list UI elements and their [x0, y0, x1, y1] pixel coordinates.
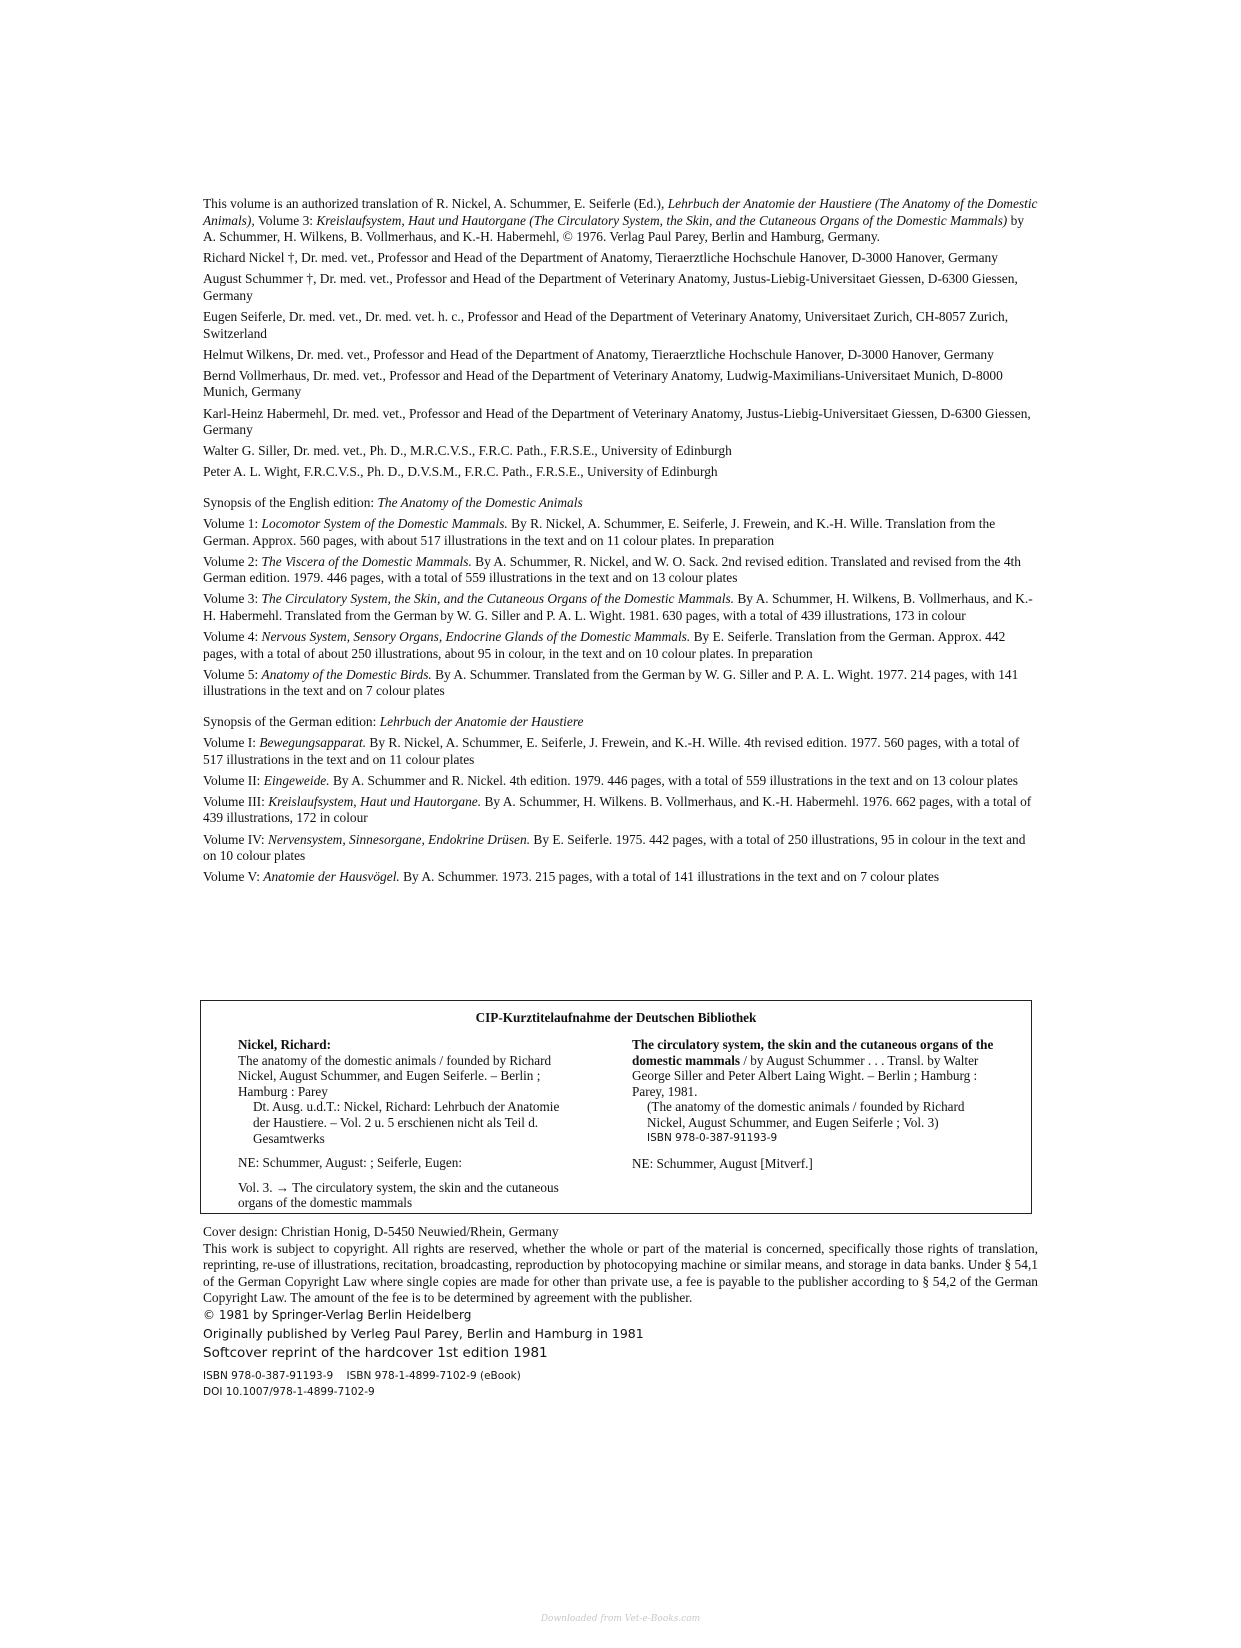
cip-right-title: The circulatory system, the skin and the cutaneous organs of the domestic mammals [632, 1037, 994, 1068]
volume-text: By A. Schummer. 1973. 215 pages, with a total of 141 illustrations in the text and on 7 colour plates [403, 869, 940, 885]
author-entry: Peter A. L. Wight, F.R.C.V.S., Ph. D., D.V.S.M., F.R.C. Path., F.R.S.E., University of Edinburgh [203, 464, 718, 480]
intro-volume: Volume 3: [257, 212, 313, 228]
cip-record-box [200, 1000, 1032, 1214]
volume-title: Eingeweide. [263, 772, 330, 788]
volume-title: The Viscera of the Domestic Mammals. [261, 553, 472, 569]
cover-design: Cover design: Christian Honig, D-5450 Neuwied/Rhein, Germany [203, 1224, 559, 1239]
cip-left-vol: Vol. 3. → The circulatory system, the skin and the cutaneous organs of the domestic mammals [238, 1179, 559, 1211]
cip-left-author: Nickel, Richard: [238, 1037, 332, 1052]
volume-label: Volume 2: [203, 553, 259, 569]
english-volume-entry [203, 591, 1038, 624]
copyright-line: © 1981 by Springer-Verlag Berlin Heidelberg [203, 1307, 472, 1322]
volume-title: Anatomie der Hausvögel. [263, 869, 400, 885]
volume-title: Locomotor System of the Domestic Mammals. [261, 516, 508, 531]
cip-left-note: Dt. Ausg. u.d.T.: Nickel, Richard: Lehrbuch der Anatomie der Haustiere. – Vol. 2 u. 5 erschienen nicht als Teil d. Gesamtwerks [253, 1099, 560, 1146]
intro-paragraph [203, 196, 1038, 246]
volume-text: By A. Schummer, H. Wilkens, B. Vollmerhaus, and K.-H. Habermehl. Translated from the German by W. G. Siller and P. A. L. Wight. 1981. 630 pages, with a total of 439 illustrations, 173 in colour [203, 591, 1033, 623]
cip-right-main: / by August Schummer . . . Transl. by Walter George Siller and Peter Albert Laing Wight. – Berlin ; Hamburg : Parey, 1981. [632, 1052, 979, 1099]
intro-end: by A. Schummer, H. Wilkens, B. Vollmerhaus, and K.-H. Habermehl, © 1976. Verlag Paul Parey, Berlin and Hamburg, Germany. [203, 212, 1025, 245]
volume-label: Volume 1: [203, 516, 259, 531]
volume-text: By A. Schummer, H. Wilkens. B. Vollmerhaus, and K.-H. Habermehl. 1976. 662 pages, with a total of 439 illustrations, 172 in colour [203, 793, 1032, 826]
cip-right-entry [632, 1037, 1002, 1099]
volume-text: By R. Nickel, A. Schummer, E. Seiferle, J. Frewein, and K.-H. Wille. 4th revised edition. 1977. 560 pages, with a total of 517 illustrations in the text and on 11 colour plates [203, 735, 1020, 767]
volume-label: Volume V: [203, 869, 260, 885]
volume-title: Nervensystem, Sinnesorgane, Endokrine Drüsen. [267, 831, 531, 847]
german-volume-entry [203, 869, 1038, 886]
volume-label: Volume I: [203, 735, 256, 751]
author-entry: Walter G. Siller, Dr. med. vet., Ph. D., M.R.C.V.S., F.R.C. Path., F.R.S.E., University of Edinburgh [203, 443, 732, 459]
author-entry: Bernd Vollmerhaus, Dr. med. vet., Professor and Head of the Department of Veterinary Anatomy, Ludwig-Maximilians-Universitaet Munich, D-8000 Munich, Germany [203, 367, 1003, 400]
volume-label: Volume IV: [203, 831, 265, 847]
cip-right-series: (The anatomy of the domestic animals / founded by Richard Nickel, August Schummer, and Eugen Seiferle ; Vol. 3) [647, 1099, 965, 1130]
german-volume-entry [203, 735, 1038, 768]
volume-text: By E. Seiferle. 1975. 442 pages, with a total of 250 illustrations, 95 in colour in the text and on 10 colour plates [203, 831, 1026, 864]
author-entry: Eugen Seiferle, Dr. med. vet., Dr. med. vet. h. c., Professor and Head of the Department of Veterinary Anatomy, Universitaet Zurich, CH-8057 Zurich, Switzerland [203, 309, 1009, 341]
volume-label: Volume 5: [203, 666, 259, 682]
volume-label: Volume 4: [203, 629, 259, 645]
cip-right-isbn: ISBN 978-0-387-91193-9 [647, 1131, 778, 1144]
heading-label: Synopsis of the English edition: [203, 494, 375, 510]
english-volume-entry [203, 629, 1038, 662]
cip-title: CIP-Kurztitelaufnahme der Deutschen Bibliothek [475, 1010, 757, 1025]
watermark: Downloaded from Vet-e-Books.com [540, 1614, 701, 1624]
cip-right-column [632, 1037, 1002, 1172]
volume-text: By R. Nickel, A. Schummer, E. Seiferle, J. Frewein, and K.-H. Wille. Translation from the German. Approx. 560 pages, with about 517 illustrations in the text and on 11 colour plates. In preparation [203, 516, 996, 548]
cip-right-ne: NE: Schummer, August [Mitverf.] [632, 1156, 813, 1172]
german-volume-entry [203, 832, 1038, 865]
cip-left-ne: NE: Schummer, August: ; Seiferle, Eugen: [238, 1155, 462, 1171]
intro-text: This volume is an authorized translation of R. Nickel, A. Schummer, E. Seiferle (Ed.), [203, 196, 665, 211]
heading-title: The Anatomy of the Domestic Animals [377, 494, 583, 510]
author-entry: Richard Nickel †, Dr. med. vet., Professor and Head of the Department of Anatomy, Tieraerztliche Hochschule Hanover, D-3000 Hanover, Germany [203, 250, 998, 266]
cip-left-main: The anatomy of the domestic animals / founded by Richard Nickel, August Schummer, and Eugen Seiferle. – Berlin ; Hamburg : Parey [238, 1052, 552, 1099]
isbn-line: ISBN 978-0-387-91193-9 ISBN 978-1-4899-7102-9 (eBook) [203, 1369, 521, 1382]
intro-title: Lehrbuch der Anatomie der Haustiere (The Anatomy of the Domestic Animals), [203, 196, 1038, 228]
volume-title: Nervous System, Sensory Organs, Endocrine Glands of the Domestic Mammals. [261, 629, 691, 645]
doi-line: DOI 10.1007/978-1-4899-7102-9 [203, 1386, 375, 1399]
volume-text: By A. Schummer, R. Nickel, and W. O. Sack. 2nd revised edition. Translated and revised from the 4th German edition. 1979. 446 pages, with a total of 559 illustrations in the text and on 13 colour plates [203, 553, 1021, 586]
intro-subtitle: Kreislaufsystem, Haut und Hautorgane (The Circulatory System, the Skin, and the Cutaneous Organs of the Domestic Mammals) [316, 212, 1008, 228]
heading-label: Synopsis of the German edition: [203, 713, 377, 729]
author-entry: August Schummer †, Dr. med. vet., Professor and Head of the Department of Veterinary Anatomy, Justus-Liebig-Universitaet Giessen, D-6300 Giessen, Germany [203, 271, 1018, 303]
volume-label: Volume III: [203, 793, 265, 809]
english-volume-entry [203, 667, 1038, 700]
cip-left-column [238, 1037, 578, 1211]
heading-title: Lehrbuch der Anatomie der Haustiere [379, 713, 584, 729]
volume-label: Volume 3: [203, 591, 259, 607]
english-synopsis-heading [203, 495, 1038, 512]
author-entry: Helmut Wilkens, Dr. med. vet., Professor and Head of the Department of Anatomy, Tieraerztliche Hochschule Hanover, D-3000 Hanover, Germany [203, 346, 994, 362]
main-text [203, 196, 1038, 886]
original-publisher: Originally published by Verleg Paul Parey, Berlin and Hamburg in 1981 [203, 1325, 644, 1341]
german-synopsis-heading [203, 714, 1038, 731]
volume-text: By E. Seiferle. Translation from the German. Approx. 442 pages, with a total of about 250 illustrations, about 95 in colour, in the text and on 10 colour plates. In preparation [203, 629, 1006, 661]
german-volume-entry [203, 794, 1038, 827]
volume-text: By A. Schummer. Translated from the German by W. G. Siller and P. A. L. Wight. 1977. 214 pages, with 141 illustrations in the text and on 7 colour plates [203, 666, 1019, 699]
imprint-block [203, 1224, 1038, 1401]
volume-text: By A. Schummer and R. Nickel. 4th edition. 1979. 446 pages, with a total of 559 illustrations in the text and on 13 colour plates [332, 772, 1019, 788]
volume-title: Anatomy of the Domestic Birds. [261, 666, 432, 682]
copyright-notice: This work is subject to copyright. All rights are reserved, whether the whole or part of the material is concerned, specifically those rights of translation, reprinting, re-use of illustrations, recitation, broadcasting, reproduction by photocopying machine or similar means, and storage in data banks. Under § 54,1 of the German Copyright Law where single copies are made for other than private use, a fee is payable to the publisher according to § 54,2 of the German Copyright Law. The amount of the fee is to be determined by agreement with the publisher. [203, 1240, 1038, 1306]
volume-title: Kreislaufsystem, Haut und Hautorgane. [268, 793, 482, 809]
reprint-note: Softcover reprint of the hardcover 1st edition 1981 [203, 1345, 548, 1362]
volume-title: The Circulatory System, the Skin, and the Cutaneous Organs of the Domestic Mammals. [261, 591, 735, 607]
german-volume-entry [203, 773, 1038, 790]
volume-label: Volume II: [203, 772, 261, 788]
english-volume-entry [203, 516, 1038, 549]
english-volume-entry [203, 554, 1038, 587]
author-entry: Karl-Heinz Habermehl, Dr. med. vet., Professor and Head of the Department of Veterinary Anatomy, Justus-Liebig-Universitaet Giessen, D-6300 Giessen, Germany [203, 405, 1031, 438]
volume-title: Bewegungsapparat. [259, 735, 367, 751]
